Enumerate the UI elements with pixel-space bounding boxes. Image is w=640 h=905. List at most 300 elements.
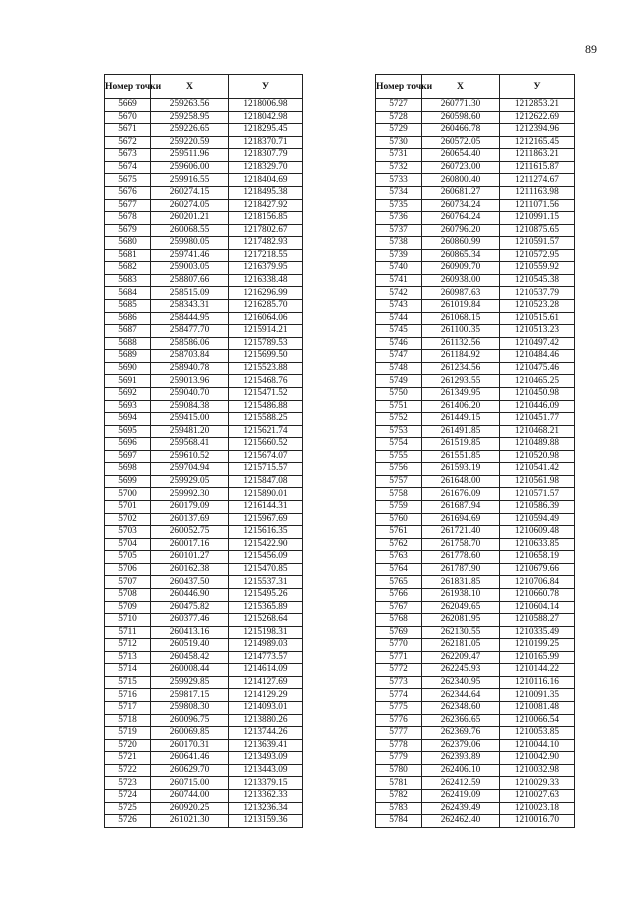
x-coordinate-cell: 262081.95	[422, 614, 500, 627]
coordinates-table-right	[375, 74, 575, 828]
table-row	[105, 287, 303, 300]
point-number-cell: 5762	[376, 538, 422, 551]
y-coordinate-cell: 1210594.49	[500, 513, 575, 526]
point-number-cell: 5673	[105, 149, 151, 162]
table-row	[105, 362, 303, 375]
y-coordinate-cell: 1213744.26	[229, 727, 303, 740]
point-number-cell: 5778	[376, 739, 422, 752]
table-row	[105, 639, 303, 652]
x-coordinate-cell: 259226.65	[151, 124, 229, 137]
x-coordinate-cell: 260800.40	[422, 174, 500, 187]
table-row	[105, 350, 303, 363]
point-number-cell: 5739	[376, 249, 422, 262]
point-number-cell: 5686	[105, 312, 151, 325]
x-coordinate-cell: 260629.70	[151, 764, 229, 777]
point-number-cell: 5681	[105, 249, 151, 262]
point-number-cell: 5680	[105, 237, 151, 250]
point-number-cell: 5736	[376, 212, 422, 225]
y-coordinate-cell: 1212394.96	[500, 124, 575, 137]
table-row	[376, 287, 575, 300]
point-number-cell: 5751	[376, 400, 422, 413]
point-number-cell: 5704	[105, 538, 151, 551]
y-coordinate-cell: 1210545.38	[500, 274, 575, 287]
y-coordinate-cell: 1210660.78	[500, 588, 575, 601]
y-coordinate-cell: 1215914.21	[229, 325, 303, 338]
point-number-cell: 5672	[105, 136, 151, 149]
point-number-cell: 5707	[105, 576, 151, 589]
y-coordinate-cell: 1210016.70	[500, 815, 575, 828]
table-row	[105, 651, 303, 664]
x-coordinate-cell: 260641.46	[151, 752, 229, 765]
y-coordinate-cell: 1215495.26	[229, 588, 303, 601]
y-coordinate-cell: 1210658.19	[500, 551, 575, 564]
table-row	[376, 576, 575, 589]
point-number-cell: 5698	[105, 463, 151, 476]
table-row	[376, 262, 575, 275]
table-row	[376, 224, 575, 237]
point-number-cell: 5765	[376, 576, 422, 589]
x-coordinate-cell: 260744.00	[151, 789, 229, 802]
y-coordinate-cell: 1210633.85	[500, 538, 575, 551]
y-coordinate-cell: 1210520.98	[500, 450, 575, 463]
point-number-cell: 5679	[105, 224, 151, 237]
y-coordinate-cell: 1210523.28	[500, 300, 575, 313]
point-number-cell: 5764	[376, 563, 422, 576]
x-coordinate-cell: 261491.85	[422, 425, 500, 438]
point-number-cell: 5682	[105, 262, 151, 275]
header-y: У	[500, 75, 575, 99]
y-coordinate-cell: 1210053.85	[500, 727, 575, 740]
x-coordinate-cell: 261831.85	[422, 576, 500, 589]
y-coordinate-cell: 1210559.92	[500, 262, 575, 275]
y-coordinate-cell: 1215471.52	[229, 387, 303, 400]
table-row	[376, 475, 575, 488]
table-row	[376, 463, 575, 476]
table-row	[376, 538, 575, 551]
table-row	[376, 614, 575, 627]
table-row	[105, 249, 303, 262]
x-coordinate-cell: 259606.00	[151, 161, 229, 174]
point-number-cell: 5724	[105, 789, 151, 802]
table-row	[105, 739, 303, 752]
y-coordinate-cell: 1210572.95	[500, 249, 575, 262]
y-coordinate-cell: 1210144.22	[500, 664, 575, 677]
x-coordinate-cell: 260274.15	[151, 186, 229, 199]
point-number-cell: 5703	[105, 526, 151, 539]
y-coordinate-cell: 1211163.98	[500, 186, 575, 199]
x-coordinate-cell: 262462.40	[422, 815, 500, 828]
x-coordinate-cell: 261648.00	[422, 475, 500, 488]
table-row	[105, 438, 303, 451]
table-row	[376, 325, 575, 338]
point-number-cell: 5722	[105, 764, 151, 777]
point-number-cell: 5710	[105, 614, 151, 627]
point-number-cell: 5759	[376, 501, 422, 514]
y-coordinate-cell: 1215486.88	[229, 400, 303, 413]
y-coordinate-cell: 1210537.79	[500, 287, 575, 300]
point-number-cell: 5671	[105, 124, 151, 137]
point-number-cell: 5670	[105, 111, 151, 124]
table-row	[105, 413, 303, 426]
point-number-cell: 5694	[105, 413, 151, 426]
table-row	[376, 777, 575, 790]
point-number-cell: 5783	[376, 802, 422, 815]
table-row	[105, 212, 303, 225]
y-coordinate-cell: 1217482.93	[229, 237, 303, 250]
y-coordinate-cell: 1216285.70	[229, 300, 303, 313]
table-row	[105, 601, 303, 614]
table-row	[105, 714, 303, 727]
y-coordinate-cell: 1217218.55	[229, 249, 303, 262]
point-number-cell: 5750	[376, 387, 422, 400]
x-coordinate-cell: 259220.59	[151, 136, 229, 149]
x-coordinate-cell: 258343.31	[151, 300, 229, 313]
point-number-cell: 5677	[105, 199, 151, 212]
x-coordinate-cell: 262366.65	[422, 714, 500, 727]
point-number-cell: 5769	[376, 626, 422, 639]
point-number-cell: 5702	[105, 513, 151, 526]
x-coordinate-cell: 260681.27	[422, 186, 500, 199]
table-row	[376, 99, 575, 112]
y-coordinate-cell: 1215616.35	[229, 526, 303, 539]
point-number-cell: 5733	[376, 174, 422, 187]
table-row	[376, 161, 575, 174]
point-number-cell: 5766	[376, 588, 422, 601]
x-coordinate-cell: 260519.40	[151, 639, 229, 652]
y-coordinate-cell: 1210604.14	[500, 601, 575, 614]
x-coordinate-cell: 259704.94	[151, 463, 229, 476]
y-coordinate-cell: 1210489.88	[500, 438, 575, 451]
point-number-cell: 5718	[105, 714, 151, 727]
y-coordinate-cell: 1215715.57	[229, 463, 303, 476]
x-coordinate-cell: 259992.30	[151, 488, 229, 501]
x-coordinate-cell: 259741.46	[151, 249, 229, 262]
x-coordinate-cell: 260446.90	[151, 588, 229, 601]
point-number-cell: 5700	[105, 488, 151, 501]
y-coordinate-cell: 1215537.31	[229, 576, 303, 589]
table-row	[376, 639, 575, 652]
x-coordinate-cell: 262344.64	[422, 689, 500, 702]
table-row	[105, 676, 303, 689]
table-row	[376, 375, 575, 388]
x-coordinate-cell: 260771.30	[422, 99, 500, 112]
point-number-cell: 5690	[105, 362, 151, 375]
point-number-cell: 5784	[376, 815, 422, 828]
y-coordinate-cell: 1214127.69	[229, 676, 303, 689]
x-coordinate-cell: 259013.96	[151, 375, 229, 388]
y-coordinate-cell: 1210609.48	[500, 526, 575, 539]
table-row	[105, 186, 303, 199]
x-coordinate-cell: 260101.27	[151, 551, 229, 564]
x-coordinate-cell: 261593.19	[422, 463, 500, 476]
y-coordinate-cell: 1210706.84	[500, 576, 575, 589]
table-row	[105, 111, 303, 124]
y-coordinate-cell: 1215523.88	[229, 362, 303, 375]
y-coordinate-cell: 1212165.45	[500, 136, 575, 149]
y-coordinate-cell: 1215789.53	[229, 337, 303, 350]
table-row	[105, 789, 303, 802]
y-coordinate-cell: 1210450.98	[500, 387, 575, 400]
table-row	[376, 651, 575, 664]
x-coordinate-cell: 259929.85	[151, 676, 229, 689]
x-coordinate-cell: 260413.16	[151, 626, 229, 639]
x-coordinate-cell: 261406.20	[422, 400, 500, 413]
table-row	[376, 802, 575, 815]
table-row	[105, 99, 303, 112]
y-coordinate-cell: 1210029.33	[500, 777, 575, 790]
y-coordinate-cell: 1215847.08	[229, 475, 303, 488]
x-coordinate-cell: 260796.20	[422, 224, 500, 237]
x-coordinate-cell: 260764.24	[422, 212, 500, 225]
y-coordinate-cell: 1210513.23	[500, 325, 575, 338]
point-number-cell: 5746	[376, 337, 422, 350]
table-row	[105, 237, 303, 250]
x-coordinate-cell: 260274.05	[151, 199, 229, 212]
x-coordinate-cell: 261519.85	[422, 438, 500, 451]
table-row	[376, 664, 575, 677]
point-number-cell: 5743	[376, 300, 422, 313]
x-coordinate-cell: 261234.56	[422, 362, 500, 375]
table-row	[105, 702, 303, 715]
point-number-cell: 5757	[376, 475, 422, 488]
table-row	[105, 425, 303, 438]
table-row	[105, 124, 303, 137]
y-coordinate-cell: 1215660.52	[229, 438, 303, 451]
point-number-cell: 5683	[105, 274, 151, 287]
point-number-cell: 5775	[376, 702, 422, 715]
y-coordinate-cell: 1215588.25	[229, 413, 303, 426]
point-number-cell: 5731	[376, 149, 422, 162]
table-header-row	[105, 75, 303, 99]
point-number-cell: 5678	[105, 212, 151, 225]
table-row	[376, 186, 575, 199]
y-coordinate-cell: 1211863.21	[500, 149, 575, 162]
y-coordinate-cell: 1214614.09	[229, 664, 303, 677]
x-coordinate-cell: 260909.70	[422, 262, 500, 275]
x-coordinate-cell: 260069.85	[151, 727, 229, 740]
table-row	[105, 501, 303, 514]
table-row	[376, 400, 575, 413]
point-number-cell: 5701	[105, 501, 151, 514]
x-coordinate-cell: 260137.69	[151, 513, 229, 526]
x-coordinate-cell: 260654.40	[422, 149, 500, 162]
y-coordinate-cell: 1212622.69	[500, 111, 575, 124]
table-row	[376, 438, 575, 451]
table-row	[376, 513, 575, 526]
y-coordinate-cell: 1213639.41	[229, 739, 303, 752]
y-coordinate-cell: 1214129.29	[229, 689, 303, 702]
point-number-cell: 5717	[105, 702, 151, 715]
point-number-cell: 5669	[105, 99, 151, 112]
x-coordinate-cell: 258807.66	[151, 274, 229, 287]
y-coordinate-cell: 1218427.92	[229, 199, 303, 212]
y-coordinate-cell: 1215456.09	[229, 551, 303, 564]
x-coordinate-cell: 259481.20	[151, 425, 229, 438]
point-number-cell: 5727	[376, 99, 422, 112]
x-coordinate-cell: 261100.35	[422, 325, 500, 338]
point-number-cell: 5684	[105, 287, 151, 300]
x-coordinate-cell: 259084.38	[151, 400, 229, 413]
page-number: 89	[585, 42, 597, 56]
x-coordinate-cell: 262181.05	[422, 639, 500, 652]
point-number-cell: 5699	[105, 475, 151, 488]
x-coordinate-cell: 260938.00	[422, 274, 500, 287]
point-number-cell: 5705	[105, 551, 151, 564]
x-coordinate-cell: 260170.31	[151, 739, 229, 752]
point-number-cell: 5753	[376, 425, 422, 438]
y-coordinate-cell: 1216379.95	[229, 262, 303, 275]
y-coordinate-cell: 1216064.06	[229, 312, 303, 325]
point-number-cell: 5711	[105, 626, 151, 639]
point-number-cell: 5749	[376, 375, 422, 388]
x-coordinate-cell: 261021.30	[151, 815, 229, 828]
table-row	[105, 300, 303, 313]
table-row	[376, 501, 575, 514]
table-row	[105, 387, 303, 400]
x-coordinate-cell: 260987.63	[422, 287, 500, 300]
x-coordinate-cell: 259929.05	[151, 475, 229, 488]
x-coordinate-cell: 259980.05	[151, 237, 229, 250]
y-coordinate-cell: 1211615.87	[500, 161, 575, 174]
table-row	[376, 676, 575, 689]
x-coordinate-cell: 259916.55	[151, 174, 229, 187]
x-coordinate-cell: 262049.65	[422, 601, 500, 614]
y-coordinate-cell: 1210335.49	[500, 626, 575, 639]
table-row	[105, 752, 303, 765]
point-number-cell: 5732	[376, 161, 422, 174]
point-number-cell: 5770	[376, 639, 422, 652]
x-coordinate-cell: 262348.60	[422, 702, 500, 715]
coordinates-table-left	[104, 74, 303, 828]
y-coordinate-cell: 1218042.98	[229, 111, 303, 124]
point-number-cell: 5742	[376, 287, 422, 300]
x-coordinate-cell: 261293.55	[422, 375, 500, 388]
table-row	[376, 337, 575, 350]
table-row	[105, 551, 303, 564]
x-coordinate-cell: 262379.06	[422, 739, 500, 752]
point-number-cell: 5780	[376, 764, 422, 777]
y-coordinate-cell: 1216144.31	[229, 501, 303, 514]
point-number-cell: 5771	[376, 651, 422, 664]
x-coordinate-cell: 260008.44	[151, 664, 229, 677]
y-coordinate-cell: 1215422.90	[229, 538, 303, 551]
table-row	[376, 739, 575, 752]
table-row	[376, 727, 575, 740]
x-coordinate-cell: 260052.75	[151, 526, 229, 539]
x-coordinate-cell: 262419.09	[422, 789, 500, 802]
point-number-cell: 5725	[105, 802, 151, 815]
table-row	[105, 325, 303, 338]
y-coordinate-cell: 1215699.50	[229, 350, 303, 363]
x-coordinate-cell: 260201.21	[151, 212, 229, 225]
point-number-cell: 5720	[105, 739, 151, 752]
y-coordinate-cell: 1210991.15	[500, 212, 575, 225]
point-number-cell: 5714	[105, 664, 151, 677]
x-coordinate-cell: 261758.70	[422, 538, 500, 551]
y-coordinate-cell: 1210468.21	[500, 425, 575, 438]
table-row	[376, 149, 575, 162]
x-coordinate-cell: 259511.96	[151, 149, 229, 162]
table-row	[105, 450, 303, 463]
y-coordinate-cell: 1211274.67	[500, 174, 575, 187]
table-row	[105, 488, 303, 501]
x-coordinate-cell: 259610.52	[151, 450, 229, 463]
point-number-cell: 5756	[376, 463, 422, 476]
x-coordinate-cell: 262340.95	[422, 676, 500, 689]
y-coordinate-cell: 1210165.99	[500, 651, 575, 664]
point-number-cell: 5693	[105, 400, 151, 413]
x-coordinate-cell: 260466.78	[422, 124, 500, 137]
y-coordinate-cell: 1211071.56	[500, 199, 575, 212]
point-number-cell: 5726	[105, 815, 151, 828]
x-coordinate-cell: 262369.76	[422, 727, 500, 740]
point-number-cell: 5709	[105, 601, 151, 614]
y-coordinate-cell: 1210475.46	[500, 362, 575, 375]
header-x: X	[422, 75, 500, 99]
point-number-cell: 5676	[105, 186, 151, 199]
table-row	[376, 300, 575, 313]
x-coordinate-cell: 261132.56	[422, 337, 500, 350]
point-number-cell: 5779	[376, 752, 422, 765]
x-coordinate-cell: 261687.94	[422, 501, 500, 514]
y-coordinate-cell: 1215674.07	[229, 450, 303, 463]
table-row	[376, 413, 575, 426]
x-coordinate-cell: 262393.89	[422, 752, 500, 765]
y-coordinate-cell: 1218495.38	[229, 186, 303, 199]
table-row	[105, 274, 303, 287]
table-row	[376, 764, 575, 777]
x-coordinate-cell: 261694.69	[422, 513, 500, 526]
x-coordinate-cell: 261019.84	[422, 300, 500, 313]
point-number-cell: 5734	[376, 186, 422, 199]
x-coordinate-cell: 258586.06	[151, 337, 229, 350]
x-coordinate-cell: 260723.00	[422, 161, 500, 174]
header-point-number: Номер точки	[105, 75, 151, 99]
y-coordinate-cell: 1215198.31	[229, 626, 303, 639]
table-row	[376, 702, 575, 715]
y-coordinate-cell: 1210091.35	[500, 689, 575, 702]
x-coordinate-cell: 260734.24	[422, 199, 500, 212]
point-number-cell: 5763	[376, 551, 422, 564]
table-row	[376, 174, 575, 187]
x-coordinate-cell: 259263.56	[151, 99, 229, 112]
point-number-cell: 5730	[376, 136, 422, 149]
point-number-cell: 5758	[376, 488, 422, 501]
point-number-cell: 5781	[376, 777, 422, 790]
y-coordinate-cell: 1210679.66	[500, 563, 575, 576]
point-number-cell: 5695	[105, 425, 151, 438]
table-row	[105, 614, 303, 627]
table-row	[105, 802, 303, 815]
table-row	[376, 551, 575, 564]
y-coordinate-cell: 1216338.48	[229, 274, 303, 287]
table-row	[105, 312, 303, 325]
table-row	[376, 626, 575, 639]
x-coordinate-cell: 260865.34	[422, 249, 500, 262]
y-coordinate-cell: 1210541.42	[500, 463, 575, 476]
table-row	[105, 337, 303, 350]
point-number-cell: 5689	[105, 350, 151, 363]
y-coordinate-cell: 1213236.34	[229, 802, 303, 815]
y-coordinate-cell: 1218370.71	[229, 136, 303, 149]
y-coordinate-cell: 1217802.67	[229, 224, 303, 237]
x-coordinate-cell: 261721.40	[422, 526, 500, 539]
point-number-cell: 5723	[105, 777, 151, 790]
x-coordinate-cell: 261349.95	[422, 387, 500, 400]
x-coordinate-cell: 261787.90	[422, 563, 500, 576]
y-coordinate-cell: 1210571.57	[500, 488, 575, 501]
table-row	[105, 400, 303, 413]
